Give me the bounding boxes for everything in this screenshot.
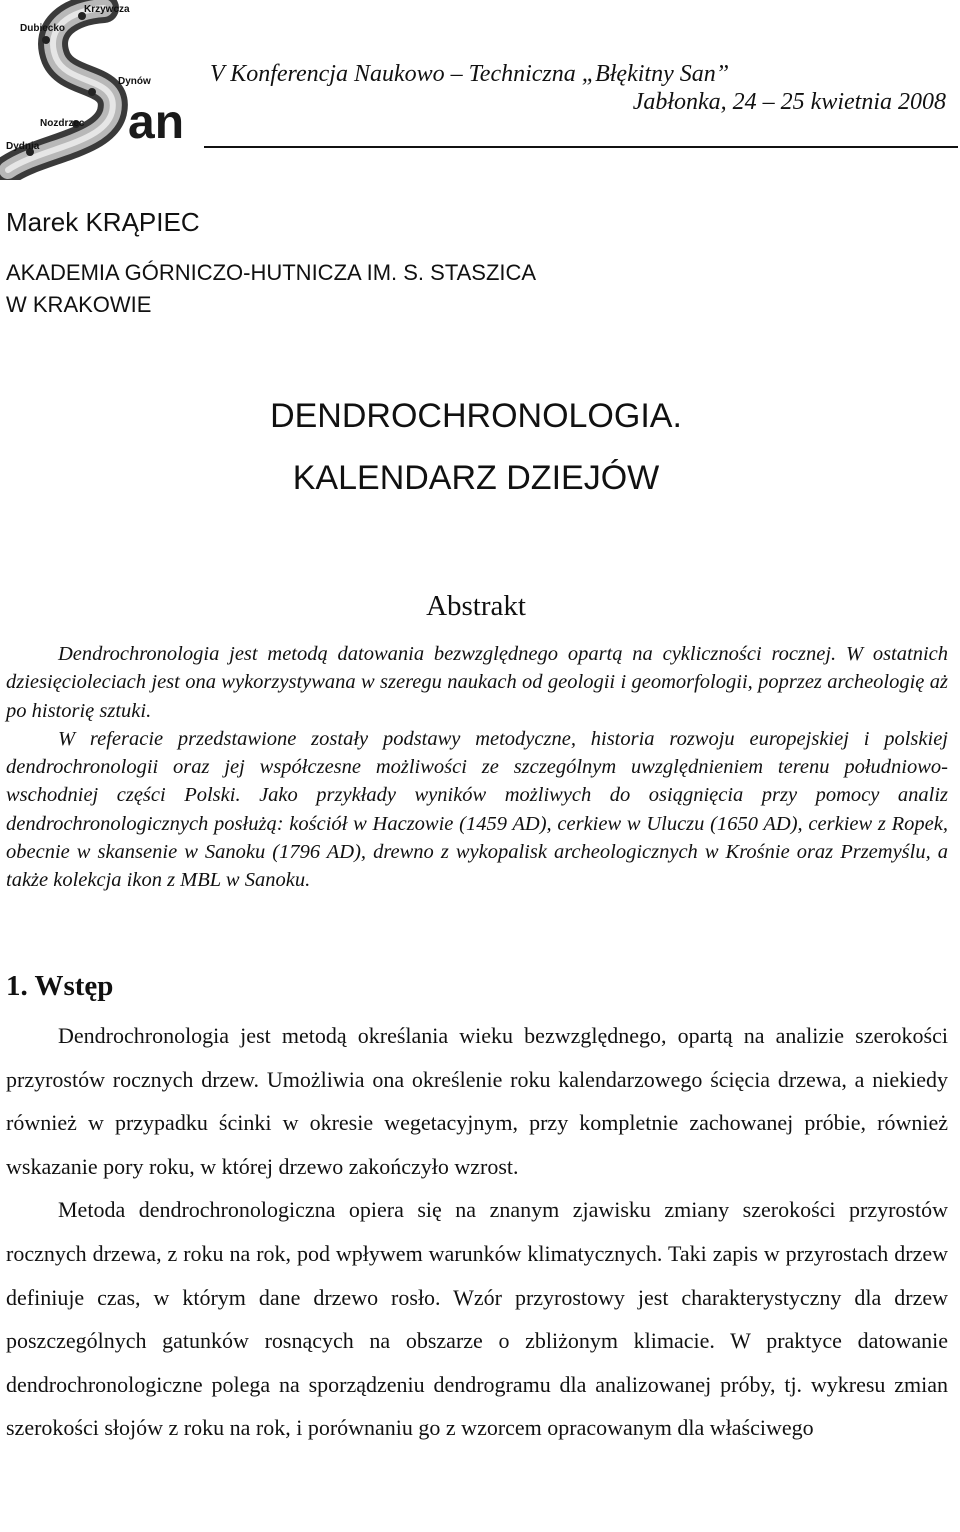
abstract-body (6, 640, 948, 895)
section-body-introduction (6, 1014, 948, 1450)
body-paragraph: Metoda dendrochronologiczna opiera się na znanym zjawisku zmiany szerokości przyrostów rocznych drzewa, z roku na rok, pod wpływem warunków klimatycznych. Taki zapis w przyrostach drzew definiuje czas, w którym dane drzewo rosło. Wzór przyrostowy jest charakterystyczny dla drzew poszczególnych gatunków rosnących na obszarze o zbliżonym klimacie. W praktyce datowanie dendrochronologiczne polega na sporządzeniu dendrogramu dla analizowanej próby, tj. wykresu zmian szerokości słojów z roku na rok, i porównaniu go z wzorcem opracowanym dla właściwego (6, 1197, 948, 1441)
san-river-logo-icon (0, 0, 200, 180)
logo-label-nozdrzec: Nozdrzec (40, 118, 85, 129)
paper-title-line-2: KALENDARZ DZIEJÓW (292, 459, 660, 497)
author-affiliation (6, 257, 536, 321)
san-river-logo (0, 0, 200, 180)
abstract-heading: Abstrakt (426, 590, 526, 622)
logo-label-dubiecko: Dubiecko (20, 23, 66, 34)
affiliation-line-2: W KRAKOWIE (6, 292, 152, 317)
conference-place-date: Jabłonka, 24 – 25 kwietnia 2008 (632, 89, 946, 115)
conference-title: V Konferencja Naukowo – Techniczna „Błękitny San” (210, 61, 730, 87)
paper-title-line-1: DENDROCHRONOLOGIA. (270, 397, 682, 435)
paper-title (0, 385, 952, 509)
author-name: Marek KRĄPIEC (6, 207, 200, 237)
logo-label-dynow: Dynów (118, 76, 151, 87)
logo-label-dydnia: Dydnia (6, 141, 40, 152)
logo-wordmark: an (128, 96, 185, 149)
affiliation-line-1: AKADEMIA GÓRNICZO-HUTNICZA IM. S. STASZICA (6, 260, 537, 285)
logo-label-krzywcza: Krzywcza (84, 4, 130, 15)
section-heading-introduction: 1. Wstęp (6, 970, 114, 1002)
abstract-paragraph: W referacie przedstawione zostały podstawy metodyczne, historia rozwoju europejskiej i polskiej dendrochronologii oraz jej współczesne możliwości ze szczególnym uwzględnieniem terenu południowo-wschodniej części Polski. Jako przykłady wyników możliwych do osiągnięcia przy pomocy analiz dendrochronologicznych posłużą: kościół w Haczowie (1459 AD), cerkiew w Uluczu (1650 AD), cerkiew z Ropek, obecnie w skansenie w Sanoku (1796 AD), drewno z wykopalisk archeologicznych w Krośnie oraz Przemyślu, a także kolekcja ikon z MBL w Sanoku. (6, 727, 948, 892)
header-divider (204, 146, 958, 148)
body-paragraph: Dendrochronologia jest metodą określania wieku bezwzględnego, opartą na analizie szerokości przyrostów rocznych drzew. Umożliwia ona określenie roku kalendarzowego ścięcia drzewa, a niekiedy również w przypadku ścinki w okresie wegetacyjnym, przy kompletnie zachowanej próbie, również wskazanie pory roku, w której drzewo zakończyło wzrost. (6, 1023, 948, 1179)
abstract-paragraph: Dendrochronologia jest metodą datowania bezwzględnego opartą na cykliczności rocznej. W ostatnich dziesięcioleciach jest ona wykorzystywana w szeregu naukach od geologii i geomorfologii, poprzez archeologię aż po historię sztuki. (6, 643, 948, 722)
